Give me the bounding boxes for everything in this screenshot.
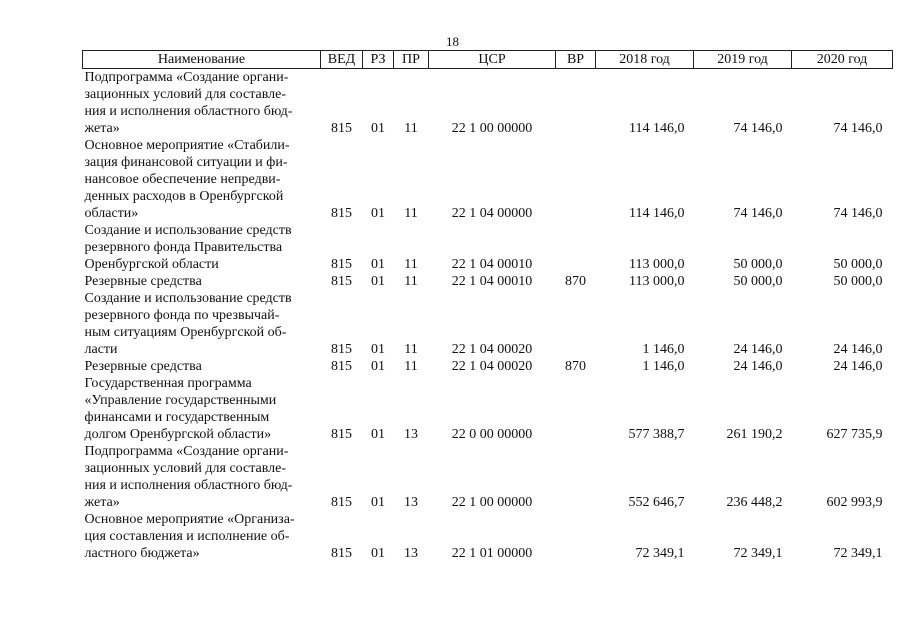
- cell-ved: 815: [331, 257, 352, 272]
- cell-2019: 74 146,0: [733, 206, 783, 221]
- name-line: зационных условий для составле-: [84, 87, 287, 102]
- cell-vr: [556, 290, 596, 358]
- cell-2020: 72 349,1: [833, 546, 883, 561]
- cell-2018: 114 146,0: [629, 206, 685, 221]
- cell-name: [83, 69, 321, 138]
- name-line: долгом Оренбургской области»: [84, 427, 272, 442]
- cell-rz: 01: [371, 546, 385, 561]
- name-line: ния и исполнения областного бюд-: [84, 478, 293, 493]
- cell-name: [83, 358, 321, 375]
- name-line: жета»: [84, 495, 120, 510]
- cell-pr: 11: [404, 274, 418, 289]
- header-2020: 2020 год: [792, 51, 893, 69]
- name-line: нансовое обеспечение непредви-: [84, 172, 281, 187]
- header-ved: ВЕД: [321, 51, 363, 69]
- cell-2019: 236 448,2: [726, 495, 783, 510]
- budget-table: [82, 50, 893, 562]
- name-line: резервного фонда по чрезвычай-: [84, 308, 280, 323]
- cell-2020: 602 993,9: [826, 495, 883, 510]
- cell-rz: 01: [371, 342, 385, 357]
- cell-name: [83, 273, 321, 290]
- cell-2019: 50 000,0: [733, 257, 783, 272]
- name-line: финансами и государственным: [84, 410, 270, 425]
- cell-2020: 50 000,0: [833, 274, 883, 289]
- table-row: [83, 137, 893, 222]
- name-line: Создание и использование средств: [84, 223, 292, 238]
- header-vr: ВР: [556, 51, 596, 69]
- cell-name: [83, 443, 321, 511]
- name-line: жета»: [84, 121, 120, 136]
- cell-rz: 01: [371, 359, 385, 374]
- cell-rz: 01: [371, 257, 385, 272]
- cell-2018: 113 000,0: [629, 274, 685, 289]
- cell-2020: 74 146,0: [833, 121, 883, 136]
- table-body: [83, 69, 893, 563]
- cell-ved: 815: [331, 206, 352, 221]
- cell-ved: 815: [331, 546, 352, 561]
- name-line: зация финансовой ситуации и фи-: [84, 155, 288, 170]
- cell-2018: 552 646,7: [628, 495, 685, 510]
- cell-2018: 114 146,0: [629, 121, 685, 136]
- cell-csr: 22 1 04 00020: [451, 359, 533, 374]
- name-line: ным ситуациям Оренбургской об-: [84, 325, 287, 340]
- header-name: Наименование: [83, 51, 321, 69]
- cell-2018: 113 000,0: [629, 257, 685, 272]
- cell-vr: [556, 511, 596, 562]
- cell-2020: 24 146,0: [833, 342, 883, 357]
- table-row: [83, 290, 893, 358]
- header-2019: 2019 год: [694, 51, 792, 69]
- cell-ved: 815: [331, 274, 352, 289]
- cell-pr: 11: [404, 121, 418, 136]
- name-line: резервного фонда Правительства: [84, 240, 283, 255]
- cell-2019: 50 000,0: [733, 274, 783, 289]
- name-line: области»: [84, 206, 139, 221]
- header-2018: 2018 год: [596, 51, 694, 69]
- name-line: ция составления и исполнение об-: [84, 529, 290, 544]
- cell-ved: 815: [331, 427, 352, 442]
- name-line: денных расходов в Оренбургской: [84, 189, 284, 204]
- cell-ved: 815: [331, 121, 352, 136]
- cell-vr: 870: [565, 274, 586, 289]
- cell-csr: 22 0 00 00000: [451, 427, 533, 442]
- cell-vr: [556, 375, 596, 443]
- cell-name: [83, 375, 321, 443]
- cell-2018: 72 349,1: [635, 546, 685, 561]
- cell-vr: [556, 69, 596, 138]
- name-line: зационных условий для составле-: [84, 461, 287, 476]
- cell-2020: 627 735,9: [826, 427, 883, 442]
- cell-2018: 1 146,0: [642, 359, 685, 374]
- name-line: «Управление государственными: [84, 393, 277, 408]
- cell-pr: 13: [404, 495, 418, 510]
- cell-csr: 22 1 04 00020: [451, 342, 533, 357]
- cell-2019: 72 349,1: [733, 546, 783, 561]
- cell-name: [83, 290, 321, 358]
- cell-ved: 815: [331, 495, 352, 510]
- cell-pr: 13: [404, 427, 418, 442]
- header-rz: РЗ: [363, 51, 394, 69]
- cell-pr: 11: [404, 342, 418, 357]
- header-pr: ПР: [394, 51, 429, 69]
- header-csr: ЦСР: [429, 51, 556, 69]
- cell-2019: 74 146,0: [733, 121, 783, 136]
- cell-2020: 50 000,0: [833, 257, 883, 272]
- cell-vr: [556, 137, 596, 222]
- cell-pr: 11: [404, 359, 418, 374]
- cell-csr: 22 1 00 00000: [451, 121, 533, 136]
- page-number: 18: [446, 34, 459, 49]
- cell-rz: 01: [371, 495, 385, 510]
- name-line: Государственная программа: [84, 376, 252, 391]
- cell-rz: 01: [371, 274, 385, 289]
- name-line: Резервные средства: [84, 274, 202, 289]
- name-line: Подпрограмма «Создание органи-: [84, 70, 289, 85]
- cell-vr: 870: [565, 359, 586, 374]
- table-row: [83, 222, 893, 273]
- cell-rz: 01: [371, 206, 385, 221]
- name-line: Оренбургской области: [84, 257, 219, 272]
- name-line: Создание и использование средств: [84, 291, 292, 306]
- cell-name: [83, 222, 321, 273]
- cell-2020: 24 146,0: [833, 359, 883, 374]
- name-line: Подпрограмма «Создание органи-: [84, 444, 289, 459]
- cell-rz: 01: [371, 427, 385, 442]
- cell-name: [83, 511, 321, 562]
- cell-vr: [556, 222, 596, 273]
- name-line: Основное мероприятие «Организа-: [84, 512, 295, 527]
- cell-2019: 24 146,0: [733, 342, 783, 357]
- cell-2020: 74 146,0: [833, 206, 883, 221]
- table-row: [83, 375, 893, 443]
- cell-2018: 1 146,0: [642, 342, 685, 357]
- cell-2019: 261 190,2: [726, 427, 783, 442]
- cell-2019: 24 146,0: [733, 359, 783, 374]
- cell-csr: 22 1 00 00000: [451, 495, 533, 510]
- cell-csr: 22 1 04 00010: [451, 274, 533, 289]
- table-header-row: [83, 51, 893, 69]
- cell-ved: 815: [331, 359, 352, 374]
- name-line: Основное мероприятие «Стабили-: [84, 138, 290, 153]
- cell-name: [83, 137, 321, 222]
- table-row: [83, 273, 893, 290]
- cell-rz: 01: [371, 121, 385, 136]
- name-line: Резервные средства: [84, 359, 202, 374]
- name-line: ласти: [84, 342, 118, 357]
- cell-csr: 22 1 04 00000: [451, 206, 533, 221]
- table-row: [83, 511, 893, 562]
- cell-csr: 22 1 04 00010: [451, 257, 533, 272]
- cell-vr: [556, 443, 596, 511]
- cell-pr: 11: [404, 257, 418, 272]
- cell-pr: 13: [404, 546, 418, 561]
- name-line: ния и исполнения областного бюд-: [84, 104, 293, 119]
- table-row: [83, 443, 893, 511]
- cell-ved: 815: [331, 342, 352, 357]
- cell-pr: 11: [404, 206, 418, 221]
- cell-csr: 22 1 01 00000: [451, 546, 533, 561]
- name-line: ластного бюджета»: [84, 546, 200, 561]
- table-row: [83, 358, 893, 375]
- table-row: [83, 69, 893, 138]
- cell-2018: 577 388,7: [628, 427, 685, 442]
